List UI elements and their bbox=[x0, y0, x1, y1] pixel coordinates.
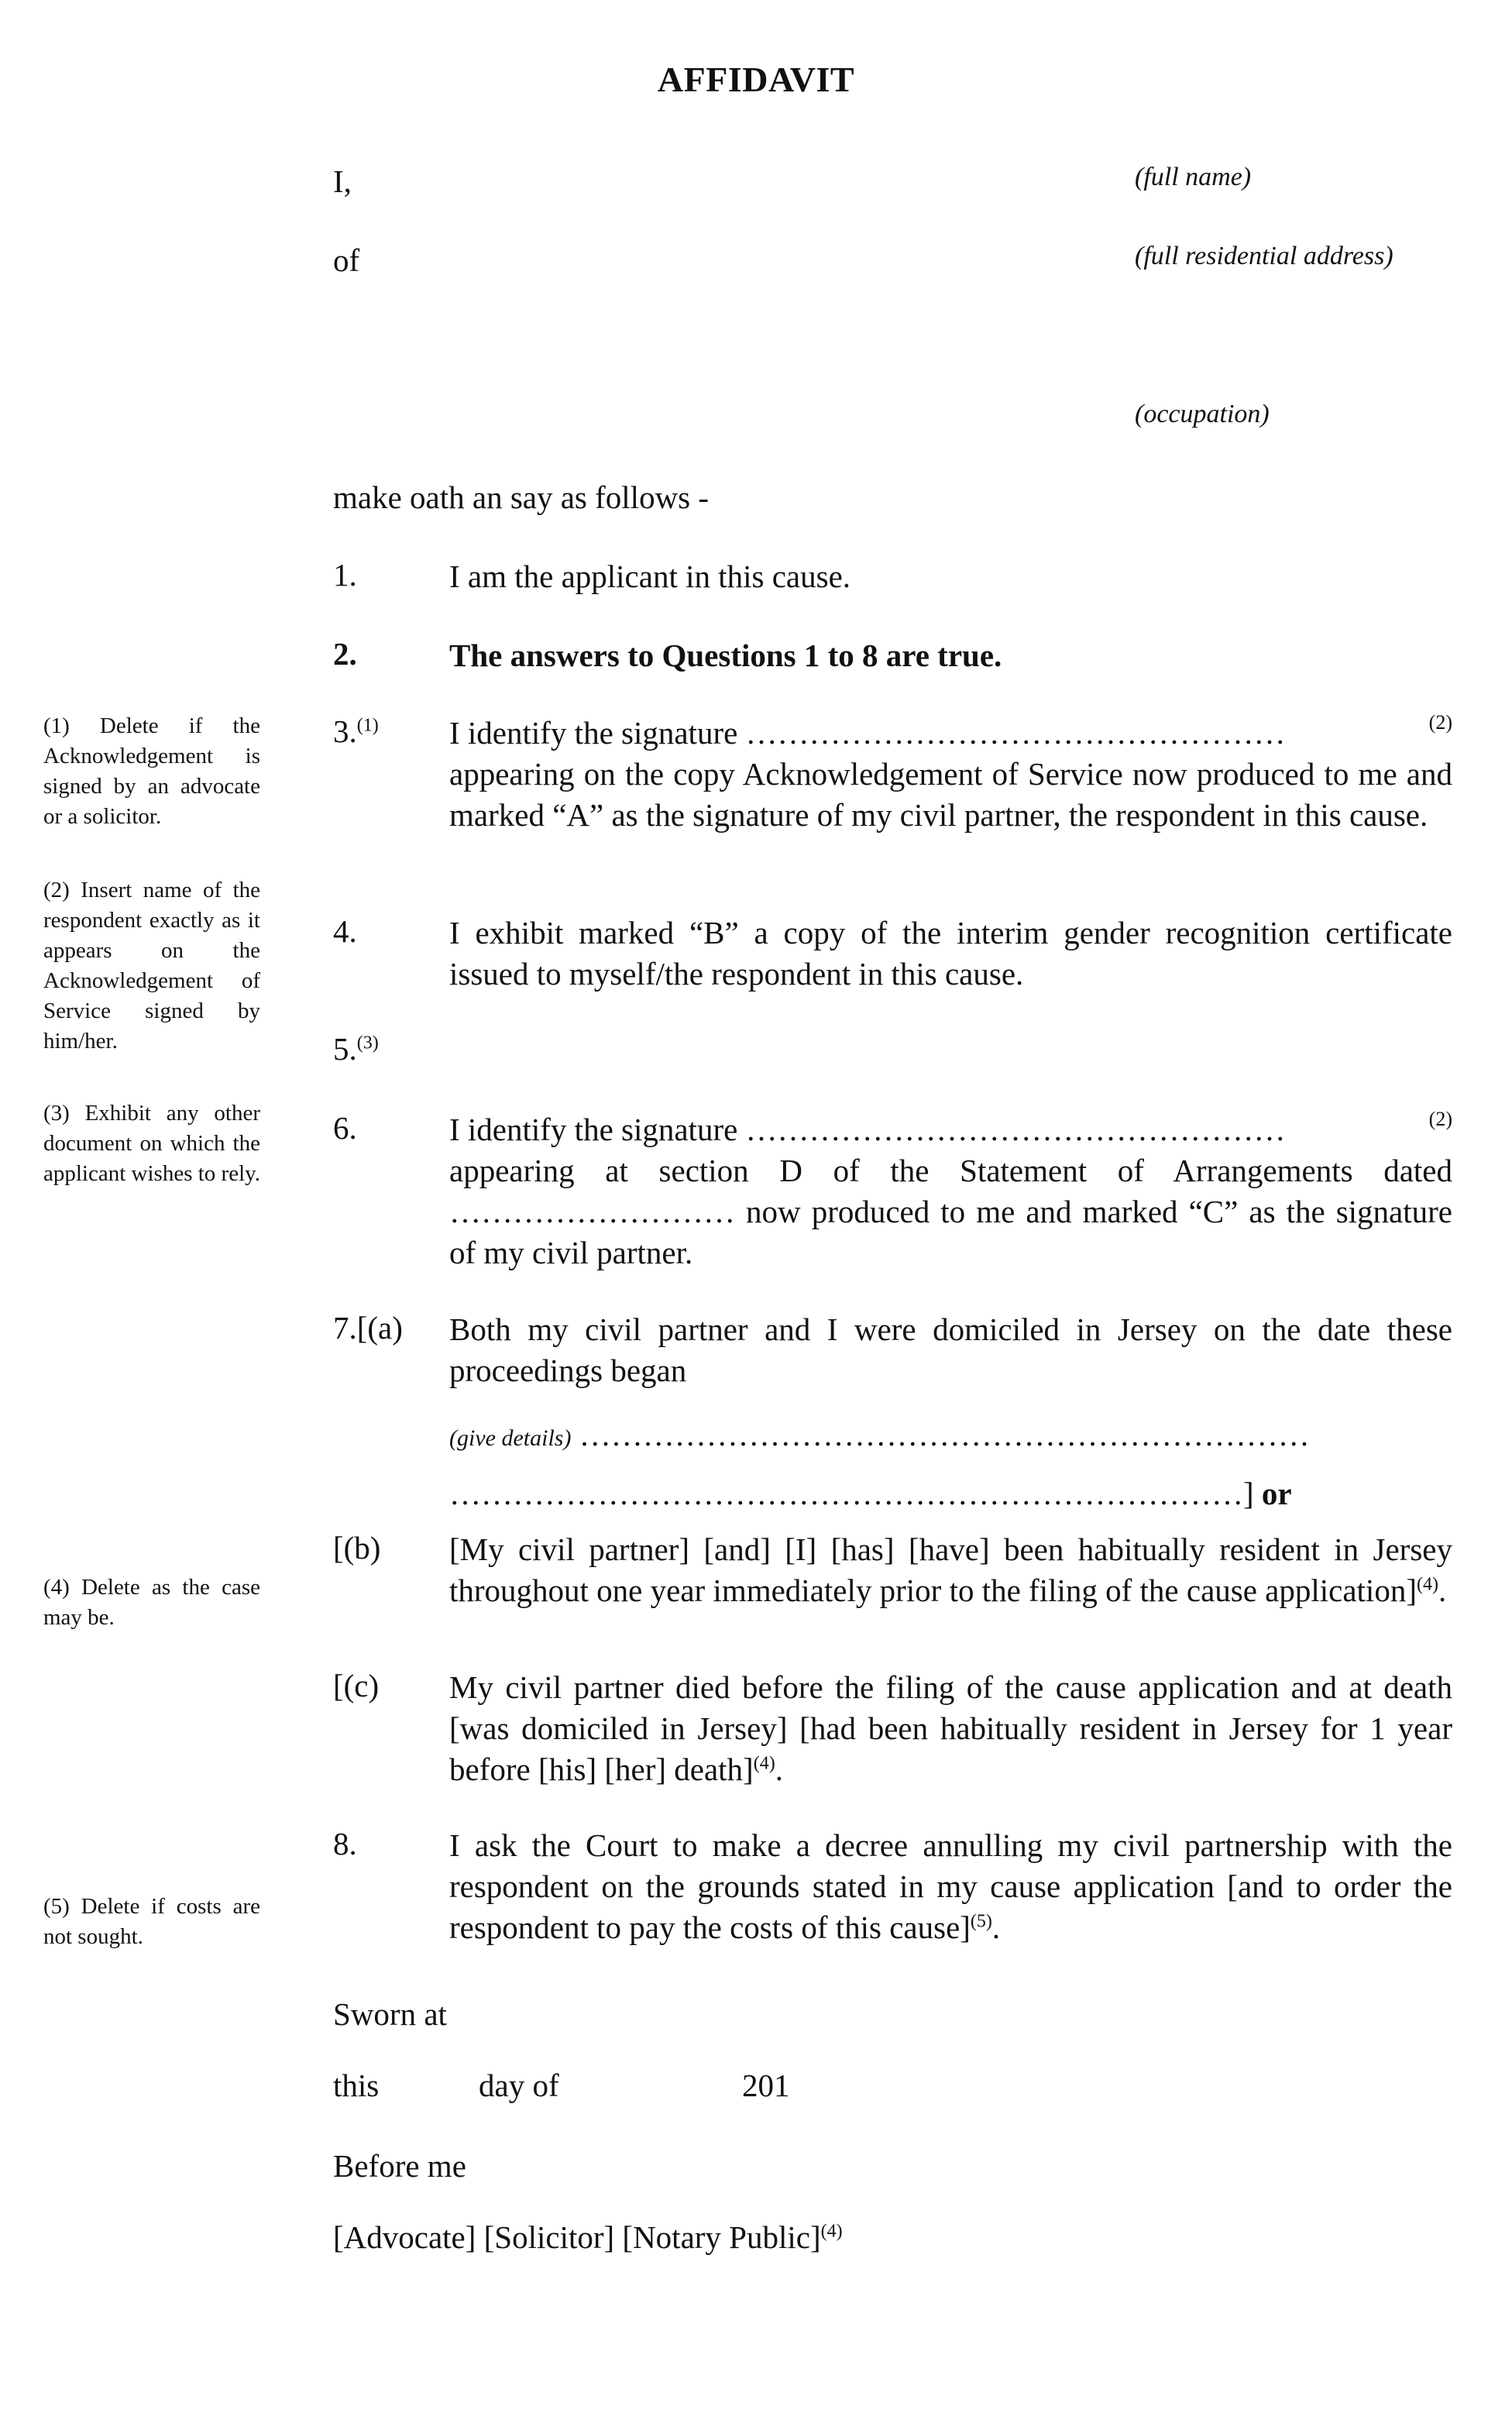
para-2-text: The answers to Questions 1 to 8 are true. bbox=[449, 638, 1002, 673]
footnote-ref-5: (5) bbox=[970, 1911, 992, 1932]
margin-note-5: (5) Delete if costs are not sought. bbox=[43, 1894, 260, 1949]
officials-label: [Advocate] [Solicitor] [Notary Public]$^{(4)}$ bbox=[333, 2219, 843, 2255]
margin-note-4: (4) Delete as the case may be. bbox=[43, 1575, 260, 1630]
this-label: this bbox=[333, 2068, 380, 2103]
para-3-number: 3.$^{(1)}$ bbox=[333, 713, 379, 749]
para-7a-number: 7.[(a) bbox=[333, 1310, 403, 1346]
sworn-at-label: Sworn at bbox=[333, 1996, 447, 2032]
footnote-ref-4c: (4) bbox=[820, 2221, 843, 2242]
give-details-dots: …………………………………………………………… bbox=[579, 1417, 1310, 1452]
para-8-text: I ask the Court to make a decree annulling my civil partnership with the respondent on the grounds stated in my cause application [and to order the respondent to pay the costs of this cause]$^{(5)}$. bbox=[449, 1827, 1452, 1945]
footnote-ref-4a: (4) bbox=[1416, 1574, 1438, 1595]
i-label: I, bbox=[333, 163, 352, 199]
para-7b-number: [(b) bbox=[333, 1530, 381, 1566]
of-label: of bbox=[333, 242, 360, 278]
full-name-hint: (full name) bbox=[1135, 163, 1252, 191]
margin-note-2: (2) Insert name of the respondent exactly as it appears on the Acknowledgement of Service signed by him/her. bbox=[43, 878, 260, 1054]
para-1-number: 1. bbox=[333, 557, 357, 593]
occupation-hint: (occupation) bbox=[1135, 400, 1270, 428]
para-6-number: 6. bbox=[333, 1110, 357, 1146]
para-3-text bbox=[449, 713, 1452, 836]
give-details-line bbox=[449, 1416, 1310, 1453]
give-details-line-2 bbox=[449, 1475, 1292, 1512]
footnote-ref-2: (2) bbox=[1428, 711, 1452, 734]
address-hint: (full residential address) bbox=[1135, 242, 1393, 270]
para-6-text bbox=[449, 1109, 1452, 1274]
give-details-label: (give details) bbox=[449, 1425, 572, 1451]
oath-statement: make oath an say as follows - bbox=[333, 480, 710, 515]
margin-note-3: (3) Exhibit any other document on which the applicant wishes to rely. bbox=[43, 1101, 260, 1186]
para-1-text: I am the applicant in this cause. bbox=[449, 559, 851, 594]
para-4-number: 4. bbox=[333, 913, 357, 949]
para-5-number: 5.$^{(3)}$ bbox=[333, 1031, 379, 1067]
before-me-label: Before me bbox=[333, 2148, 466, 2184]
para-7b-text: [My civil partner] [and] [I] [has] [have] been habitually resident in Jersey throughout one year immediately prior to the filing of the cause application]$^{(4)}$. bbox=[449, 1531, 1452, 1608]
footnote-ref-4b: (4) bbox=[753, 1753, 775, 1774]
para-7c-text: My civil partner died before the filing of the cause application and at death [was domiciled in Jersey] [had been habitually resident in Jersey for 1 year before [his] [her] death]$^{(4)}$. bbox=[449, 1669, 1452, 1787]
margin-note-1: (1) Delete if the Acknowledgement is signed by an advocate or a solicitor. bbox=[43, 713, 260, 829]
para-7c-number: [(c) bbox=[333, 1668, 380, 1703]
para-4-text: I exhibit marked “B” a copy of the interim gender recognition certificate issued to myself/the respondent in this cause. bbox=[449, 915, 1452, 992]
day-of-label: day of bbox=[479, 2068, 559, 2103]
para-3-rest: appearing on the copy Acknowledgement of Service now produced to me and marked “A” as the signature of my civil partner, the respondent in this cause. bbox=[449, 756, 1452, 833]
para-2-number: 2. bbox=[333, 636, 357, 672]
give-details-dots-2: …………………………………………………………………] bbox=[449, 1476, 1254, 1511]
para-7a-text: Both my civil partner and I were domiciled in Jersey on the date these proceedings began bbox=[449, 1311, 1452, 1388]
footnote-ref-3: (3) bbox=[356, 1033, 379, 1054]
footnote-ref-2b: (2) bbox=[1428, 1108, 1452, 1130]
year-label: 201 bbox=[742, 2068, 790, 2103]
para-6-rest: appearing at section D of the Statement of Arrangements dated ……………………… now produced to me and marked “C” as the signature of my civil partner. bbox=[449, 1153, 1452, 1270]
or-connector: or bbox=[1261, 1476, 1292, 1511]
para-3-line-1: I identify the signature …………………………………………… bbox=[449, 715, 1286, 751]
para-6-line-1: I identify the signature …………………………………………… bbox=[449, 1112, 1286, 1147]
para-8-number: 8. bbox=[333, 1826, 357, 1861]
footnote-ref-1: (1) bbox=[356, 715, 379, 736]
document-title: AFFIDAVIT bbox=[657, 60, 855, 99]
